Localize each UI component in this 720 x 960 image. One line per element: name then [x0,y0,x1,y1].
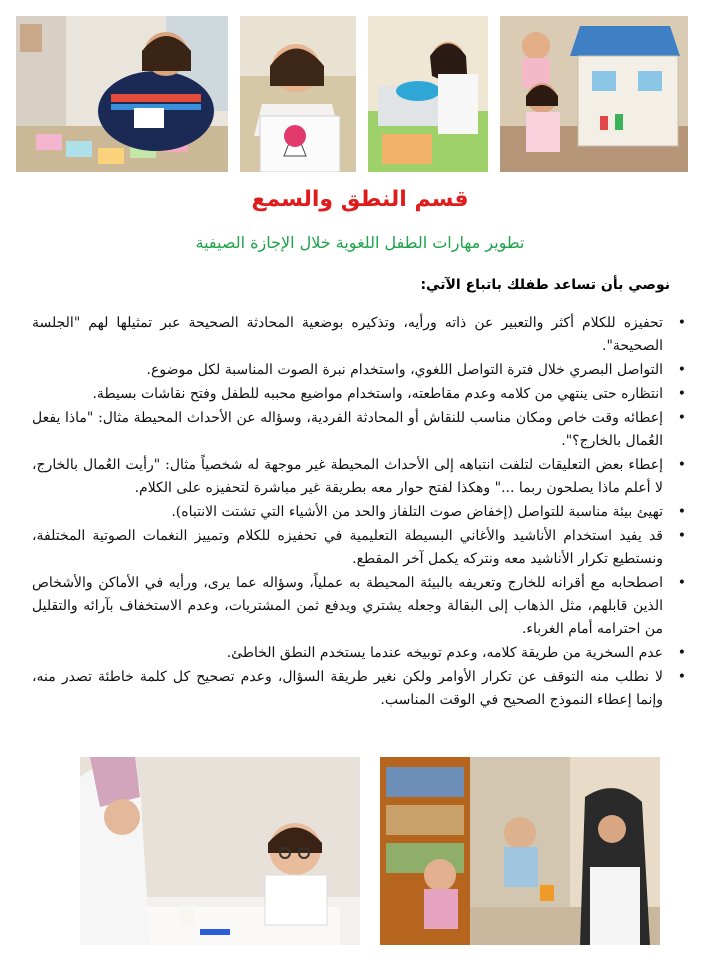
photo-children-playhouse [500,16,688,172]
bullet-icon: • [677,457,686,473]
list-item [32,454,690,500]
tip-text: اصطحابه مع أقرانه للخارج وتعريفه بالبيئة المحيطة به عملياً، وسؤاله عما يرى، ورأيه في الأماكن والأشخاص الذين قابلهم، مثل الذهاب إلى البقالة وجعله يشتري ويدفع ثمن المشتريات، وعدم الاستخفاف بآرائه والتقليل من احترامه أمام الغرباء. [32,575,663,637]
tips-list [32,312,690,713]
list-item [32,501,690,524]
bullet-icon: • [677,410,686,426]
bullet-icon: • [677,575,686,591]
tip-text: قد يفيد استخدام الأناشيد والأغاني البسيطة التعليمية في تحفيزه للكلام وتمييز النغمات الصوتية المختلفة، ونستطيع تكرار الأناشيد معه ونتركه يكمل آخر المقطع. [32,528,663,567]
tip-text: إعطائه وقت خاص ومكان مناسب للنقاش أو المحادثة الفردية، وسؤاله عن الأحداث المحيطة مثال: "ماذا يفعل العُمال بالخارج؟". [32,410,663,449]
list-item [32,666,690,712]
page-title: قسم النطق والسمع [251,187,469,212]
bullet-icon: • [677,386,686,402]
intro-text: نوصي بأن تساعد طفلك باتباع الآتي: [420,277,670,293]
tip-text: تهيئ بيئة مناسبة للتواصل (إخفاض صوت التلفاز والحد من الأشياء التي تشتت الانتباه). [171,504,663,520]
photo-therapist-with-children [380,757,660,945]
page-subtitle: تطوير مهارات الطفل اللغوية خلال الإجازة الصيفية [195,233,525,252]
bullet-icon: • [677,645,686,661]
bullet-icon: • [677,504,686,520]
list-item [32,359,690,382]
bullet-icon: • [677,669,686,685]
photo-child-matching-cards [16,16,228,172]
tip-text: إعطاء بعض التعليقات لتلفت انتباهه إلى الأحداث المحيطة غير موجهة له شخصياً مثال: "رأيت العُمال بالخارج، لا أعلم ماذا يصلحون ربما ..." وهكذا لفتح حوار معه بطريقة غير مباشرة لتحفيزه على الكلام. [32,457,663,496]
photo-therapist-with-boy [80,757,360,945]
tip-text: تحفيزه للكلام أكثر والتعبير عن ذاته ورأيه، وتذكيره بوضعية المحادثة الصحيحة عبر تمثيلها لهم "الجلسة الصحيحة". [32,315,663,354]
bullet-icon: • [677,315,686,331]
tip-text: انتظاره حتى ينتهي من كلامه وعدم مقاطعته، واستخدام مواضيع محببه للطفل وفتح نقاشات بسيطة. [92,386,663,402]
tip-text: عدم السخرية من طريقة كلامه، وعدم توبيخه عندما يستخدم النطق الخاطئ. [226,645,663,661]
photo-child-washing-hands [368,16,488,172]
list-item [32,407,690,453]
list-item [32,572,690,641]
list-item [32,525,690,571]
tip-text: لا نطلب منه التوقف عن تكرار الأوامر ولكن نغير طريقة السؤال، وعدم تصحيح كل كلمة خاطئة تصدر منه، وإنما إعطاء النموذج الصحيح في الوقت المناسب. [32,669,663,708]
list-item [32,312,690,358]
photo-child-drawing [240,16,356,172]
bullet-icon: • [677,528,686,544]
list-item [32,383,690,406]
list-item [32,642,690,665]
tip-text: التواصل البصري خلال فترة التواصل اللغوي، واستخدام نبرة الصوت المناسبة لكل موضوع. [146,362,663,378]
bullet-icon: • [677,362,686,378]
